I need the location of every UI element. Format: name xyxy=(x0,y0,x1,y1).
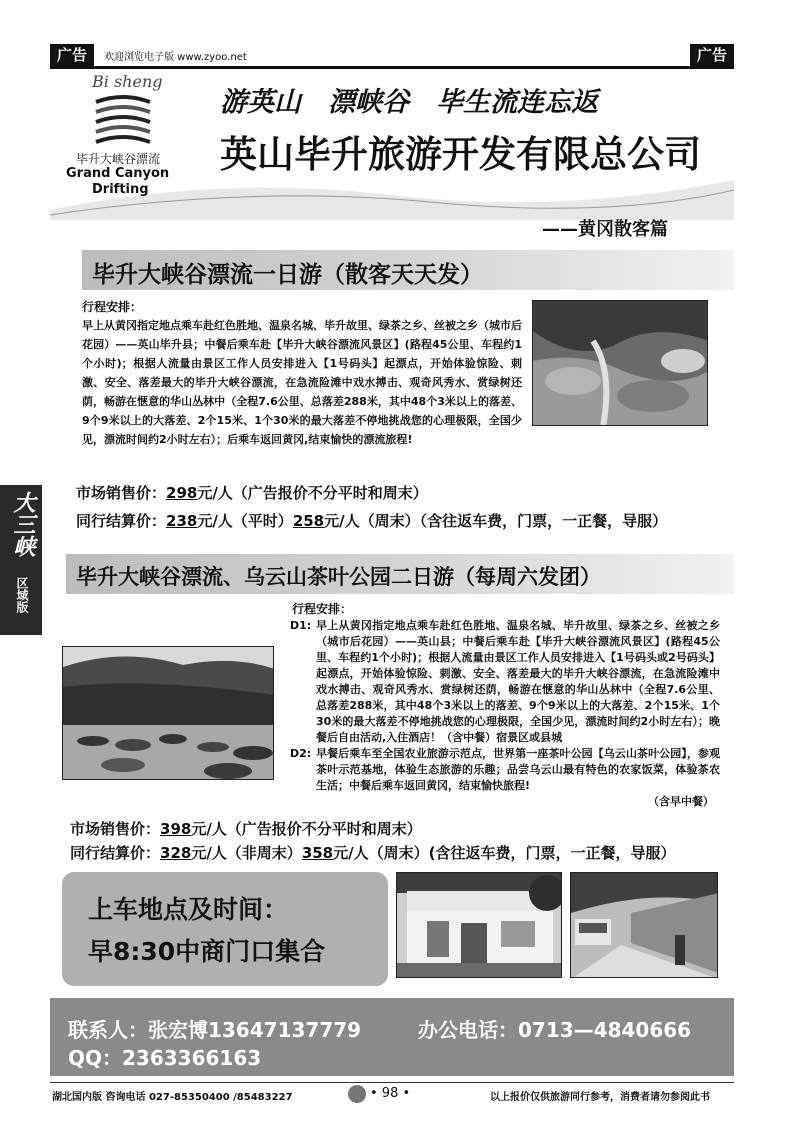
tour1-market-note: 元/人（广告报价不分平时和周末） xyxy=(197,484,428,502)
tour2-trade-price1: 328 xyxy=(160,844,192,862)
office-building-photo xyxy=(396,872,562,978)
tour2-d1-label: D1: xyxy=(290,619,312,632)
tour1-trade-price2: 258 xyxy=(292,512,325,530)
ad-label-left: 广告 xyxy=(50,44,94,66)
tour2-d1-text: 早上从黄冈指定地点乘车赴红色胜地、温泉名城、毕升故里、绿茶之乡、丝被之乡（城市后花园）——英山县；中餐后乘车赴【毕升大峡谷漂流风景区】(路程45公里、车程约1个小时)；根据人流量由景区工作人员安排进入【1号码头或2号码头】起漂点，开始体验惊险、刺激、安全、落差最大的毕升大峡谷漂流，在急流险滩中戏水搏击、观奇风秀水、赏绿树还荫，畅游在惬意的华山丛林中（全程7.6公里、总落差288米，其中48个3米以上的落差、9个9米以上的大落差、2个15米、1个30米的最大落差不停地挑战您的心理极限，全国少见，漂流时间约2小时左右）；晚餐后自由活动,入住酒店！（含中餐）宿景区或县城 xyxy=(316,619,720,744)
side-tab xyxy=(0,485,42,635)
logo-en-line2: Drifting xyxy=(92,182,149,197)
tour2-market-label: 市场销售价： xyxy=(70,820,161,838)
tour2-trade-label: 同行结算价： xyxy=(70,844,161,862)
tour2-d2-meal: （含早中餐） xyxy=(648,795,714,808)
tour2-market-note: 元/人（广告报价不分平时和周末） xyxy=(191,820,422,838)
tour2-market-price: 398 xyxy=(160,820,192,838)
tour2-d2-label: D2: xyxy=(290,747,312,760)
logo-en-line1: Grand Canyon xyxy=(66,166,170,181)
tour2-trade-note2: 元/人（周末）(含往返车费，门票，一正餐，导服） xyxy=(333,844,676,862)
tour2-d2-text: 早餐后乘车至全国农业旅游示范点，世界第一座茶叶公园【乌云山茶叶公园】，参观茶叶示范基地，体验生态旅游的乐趣；品尝乌云山最有特色的农家饭菜，体验茶农生活；中餐后乘车返回黄冈，结束愉快旅程! xyxy=(316,747,720,792)
side-tab-small: 区域版 xyxy=(15,577,29,613)
company-name: 英山毕升旅游开发有限总公司 xyxy=(220,133,701,176)
page-number: • 98 • xyxy=(370,1086,411,1101)
footer-right: 以上报价仅供旅游同行参考，消费者请勿参阅此书 xyxy=(490,1092,710,1103)
tour1-trade-note1: 元/人（平时） xyxy=(197,512,293,530)
slogan: 游英山 漂峡谷 毕生流连忘返 xyxy=(220,87,598,118)
contact-person: 联系人：张宏博13647137779 xyxy=(68,1018,362,1042)
pickup-line1: 上车地点及时间： xyxy=(88,895,289,924)
tour1-trade-price1: 238 xyxy=(166,512,198,530)
tour2-trade-note1: 元/人（非周末） xyxy=(191,844,302,862)
street-bus-photo xyxy=(570,872,718,978)
contact-office: 办公电话：0713—4840666 xyxy=(418,1018,692,1042)
tour2-trade-row xyxy=(70,842,675,863)
side-tab-big: 大三峡 xyxy=(10,491,36,557)
tour1-trade-note2: 元/人（周末）（含往返车费，门票，一正餐，导服） xyxy=(324,512,668,530)
pickup-line2: 早8:30中商门口集合 xyxy=(88,937,326,966)
footer-rule xyxy=(50,1082,734,1083)
page-emblem-icon xyxy=(348,1085,366,1103)
tour2-rafting-photo xyxy=(62,646,274,780)
tour1-trade-row xyxy=(76,510,667,531)
tour1-market-row xyxy=(76,482,428,503)
tour1-trade-label: 同行结算价： xyxy=(76,512,167,530)
logo-script: Bi sheng xyxy=(92,72,163,91)
tour1-description: 早上从黄冈指定地点乘车赴红色胜地、温泉名城、毕升故里、绿茶之乡、丝被之乡（城市后花园）——英山毕升县；中餐后乘车赴【毕升大峡谷漂流风景区】(路程45公里、车程约1个小时)；根据人流量由景区工作人员安排进入【1号码头】起漂点，开始体验惊险、刺激、安全、落差最大的毕升大峡谷漂流，在急流险滩中戏水搏击、观奇风秀水、赏绿树还荫，畅游在惬意的华山丛林中（全程7.6公里、总落差288米，其中48个3米以上的落差、9个9米以上的大落差、2个15米、1个30米的最大落差不停地挑战您的心理极限，全国少见，漂流时间约2小时左右）；后乘车返回黄冈,结束愉快的漂流旅程! xyxy=(82,319,522,446)
site-text: 欢迎浏览电子版 www.zyoo.net xyxy=(104,52,247,63)
contact-qq: QQ：2363366163 xyxy=(68,1046,262,1070)
tour1-market-price: 298 xyxy=(166,484,198,502)
tour1-canyon-photo xyxy=(532,300,708,426)
header-rule xyxy=(50,66,734,69)
logo-cn-name: 毕升大峡谷漂流 xyxy=(76,152,161,166)
tour1-market-label: 市场销售价： xyxy=(76,484,167,502)
tour2-heading: 毕升大峡谷漂流、乌云山茶叶公园二日游（每周六发团） xyxy=(76,565,601,589)
tour1-itinerary-label: 行程安排： xyxy=(82,300,143,314)
tour1-heading: 毕升大峡谷漂流一日游（散客天天发） xyxy=(92,262,483,288)
logo-mark-icon xyxy=(92,94,154,146)
ad-label-right: 广告 xyxy=(690,44,734,66)
tour2-trade-price2: 358 xyxy=(301,844,334,862)
footer-left: 湖北国内版 咨询电话 027-85350400 /85483227 xyxy=(52,1092,293,1103)
tour2-market-row xyxy=(70,818,422,839)
subtitle: ——黄冈散客篇 xyxy=(542,219,668,240)
tour2-itinerary-label: 行程安排： xyxy=(292,602,353,616)
